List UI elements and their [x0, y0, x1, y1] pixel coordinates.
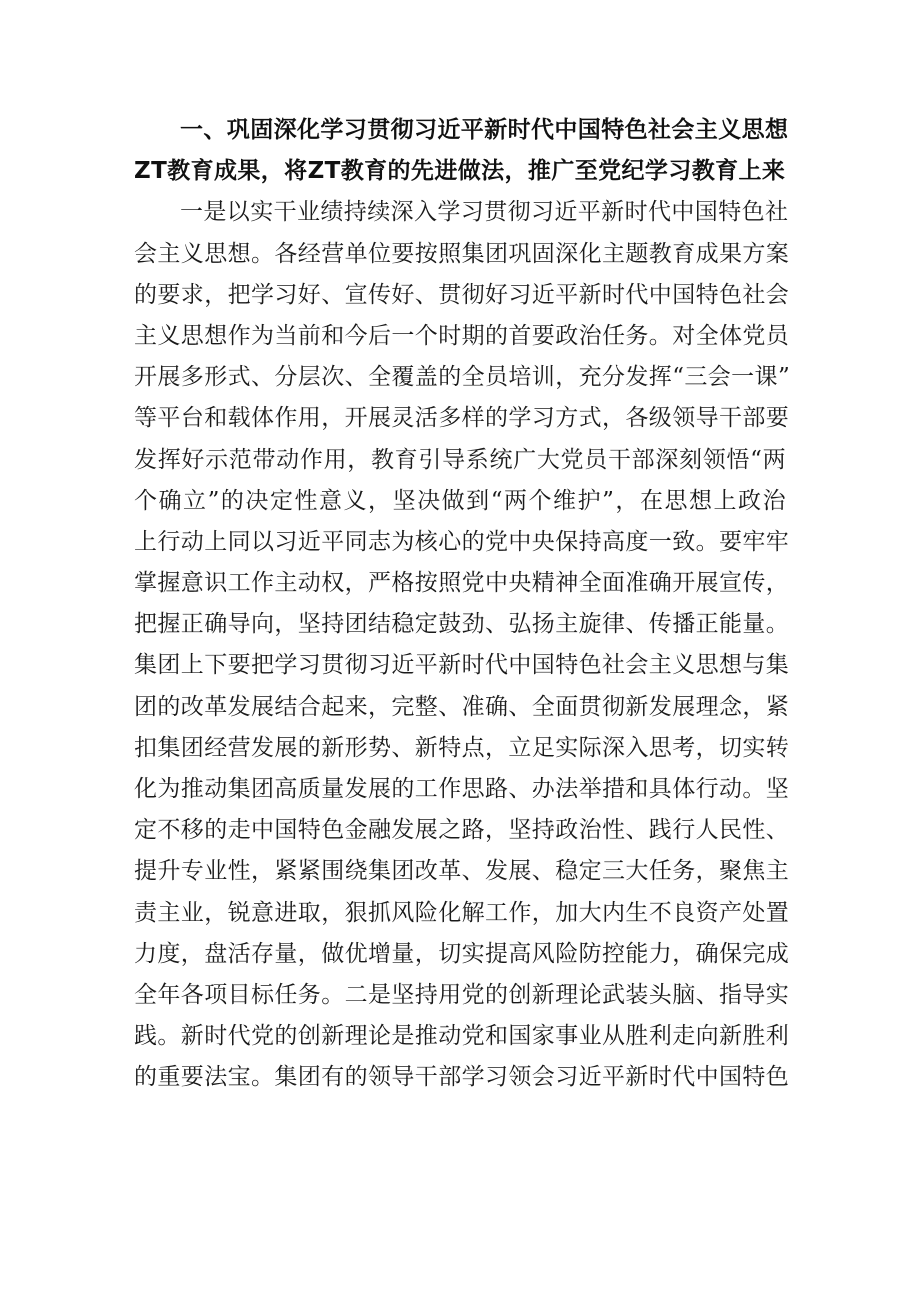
paragraph-line: 会主义思想。各经营单位要按照集团巩固深化主题教育成果方案	[134, 240, 790, 267]
paragraph-line: 扣集团经营发展的新形势、新特点，立足实际深入思考，切实转	[134, 734, 790, 761]
section-heading-line-2: ZT教育成果，将ZT教育的先进做法，推广至党纪学习教育上来	[134, 158, 786, 185]
paragraph-line: 集团上下要把学习贯彻习近平新时代中国特色社会主义思想与集	[134, 652, 790, 679]
paragraph-line: 主义思想作为当前和今后一个时期的首要政治任务。对全体党员	[134, 322, 790, 349]
paragraph-line: 团的改革发展结合起来，完整、准确、全面贯彻新发展理念，紧	[134, 693, 790, 720]
paragraph-line: 一是以实干业绩持续深入学习贯彻习近平新时代中国特色社	[180, 199, 789, 226]
paragraph-line: 上行动上同以习近平同志为核心的党中央保持高度一致。要牢牢	[134, 528, 790, 555]
paragraph-line: 的重要法宝。集团有的领导干部学习领会习近平新时代中国特色	[134, 1064, 790, 1091]
paragraph-line: 定不移的走中国特色金融发展之路，坚持政治性、践行人民性、	[134, 817, 790, 844]
paragraph-line: 发挥好示范带动作用，教育引导系统广大党员干部深刻领悟“两	[134, 446, 786, 473]
paragraph-line: 力度，盘活存量，做优增量，切实提高风险防控能力，确保完成	[134, 940, 790, 967]
paragraph-line: 等平台和载体作用，开展灵活多样的学习方式，各级领导干部要	[134, 405, 790, 432]
paragraph-line: 掌握意识工作主动权，严格按照党中央精神全面准确开展宣传，	[134, 570, 790, 597]
document-body	[134, 110, 791, 1099]
paragraph-line: 提升专业性，紧紧围绕集团改革、发展、稳定三大任务，聚焦主	[134, 858, 790, 885]
paragraph-line: 化为推动集团高质量发展的工作思路、办法举措和具体行动。坚	[134, 776, 790, 802]
paragraph-line: 践。新时代党的创新理论是推动党和国家事业从胜利走向新胜利	[134, 1023, 790, 1050]
section-heading-line-1: 一、巩固深化学习贯彻习近平新时代中国特色社会主义思想	[180, 117, 789, 143]
paragraph-line: 的要求，把学习好、宣传好、贯彻好习近平新时代中国特色社会	[134, 281, 790, 308]
paragraph-line: 全年各项目标任务。二是坚持用党的创新理论武装头脑、指导实	[134, 981, 790, 1008]
paragraph-line: 个确立”的决定性意义，坚决做到“两个维护”，在思想上政治	[134, 487, 786, 514]
paragraph-line: 开展多形式、分层次、全覆盖的全员培训，充分发挥“三会一课”	[134, 364, 791, 391]
paragraph-line: 责主业，锐意进取，狠抓风险化解工作，加大内生不良资产处置	[134, 899, 790, 926]
paragraph-line: 把握正确导向，坚持团结稳定鼓劲、弘扬主旋律、传播正能量。	[134, 611, 790, 638]
